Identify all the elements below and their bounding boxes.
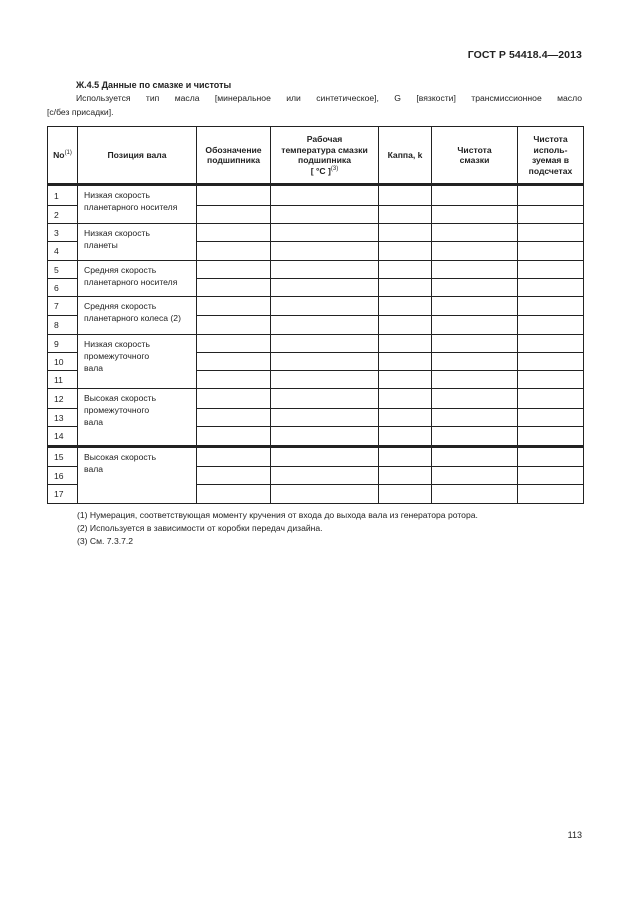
temperature-cell[interactable]: [271, 279, 379, 297]
purity-cell[interactable]: [432, 242, 518, 261]
shaft-position-line: Низкая скорость: [84, 228, 150, 238]
bearing-cell[interactable]: [197, 409, 271, 427]
shaft-position-line: Средняя скорость: [84, 265, 157, 275]
kappa-cell[interactable]: [379, 279, 432, 297]
temperature-cell[interactable]: [271, 409, 379, 427]
paragraph-line-1: Используется тип масла [минеральное или синтетическое], G [вязкости] трансмиссионное масло: [76, 93, 582, 103]
header-no: No$^{(1)}$: [48, 127, 78, 185]
shaft-position-line: Низкая скорость: [84, 339, 150, 349]
kappa-cell[interactable]: [379, 206, 432, 224]
temperature-cell[interactable]: [271, 335, 379, 353]
purity-used-cell[interactable]: [518, 485, 584, 504]
table-row: [48, 447, 584, 467]
row-number: 13: [48, 409, 78, 427]
purity-used-cell[interactable]: [518, 316, 584, 335]
paragraph-line-2: [с/без присадки].: [47, 107, 114, 117]
table-row: [48, 335, 584, 353]
purity-used-cell[interactable]: [518, 353, 584, 371]
kappa-cell[interactable]: [379, 353, 432, 371]
shaft-position-line: планетарного колеса (2): [84, 313, 181, 323]
purity-cell[interactable]: [432, 297, 518, 316]
kappa-cell[interactable]: [379, 316, 432, 335]
kappa-cell[interactable]: [379, 427, 432, 447]
temperature-cell[interactable]: [271, 261, 379, 279]
kappa-cell[interactable]: [379, 371, 432, 389]
shaft-position-line: вала: [84, 363, 104, 373]
purity-cell[interactable]: [432, 467, 518, 485]
header-purity: Чистота смазки: [432, 127, 518, 185]
shaft-position-line: промежуточного: [84, 405, 150, 415]
kappa-cell[interactable]: [379, 297, 432, 316]
purity-cell[interactable]: [432, 409, 518, 427]
bearing-cell[interactable]: [197, 371, 271, 389]
table-row: [48, 297, 584, 316]
purity-cell[interactable]: [432, 447, 518, 467]
kappa-cell[interactable]: [379, 185, 432, 206]
bearing-cell[interactable]: [197, 389, 271, 409]
shaft-position-cell: [78, 335, 197, 389]
page-number: 113: [567, 830, 582, 840]
table-body: [48, 185, 584, 504]
row-number: 17: [48, 485, 78, 504]
purity-used-cell[interactable]: [518, 447, 584, 467]
temperature-cell[interactable]: [271, 242, 379, 261]
row-number: 2: [48, 206, 78, 224]
bearing-cell[interactable]: [197, 242, 271, 261]
purity-used-cell[interactable]: [518, 335, 584, 353]
temperature-cell[interactable]: [271, 371, 379, 389]
purity-used-cell[interactable]: [518, 242, 584, 261]
section-title: Ж.4.5 Данные по смазке и чистоты: [76, 80, 232, 90]
purity-cell[interactable]: [432, 389, 518, 409]
temperature-cell[interactable]: [271, 297, 379, 316]
shaft-position-line: вала: [84, 417, 104, 427]
purity-used-cell[interactable]: [518, 261, 584, 279]
shaft-position-line: планеты: [84, 240, 118, 250]
kappa-cell[interactable]: [379, 485, 432, 504]
row-number: 11: [48, 371, 78, 389]
bearing-cell[interactable]: [197, 335, 271, 353]
row-number: 12: [48, 389, 78, 409]
purity-cell[interactable]: [432, 279, 518, 297]
bearing-cell[interactable]: [197, 353, 271, 371]
header-bearing: Обозначение подшипника: [197, 127, 271, 185]
header-position: Позиция вала: [78, 127, 197, 185]
row-number: 1: [48, 185, 78, 206]
purity-cell[interactable]: [432, 335, 518, 353]
footnote-3: (3) См. 7.3.7.2: [77, 536, 134, 546]
temperature-cell[interactable]: [271, 185, 379, 206]
shaft-position-line: вала: [84, 464, 104, 474]
temperature-cell[interactable]: [271, 485, 379, 504]
kappa-cell[interactable]: [379, 242, 432, 261]
purity-cell[interactable]: [432, 185, 518, 206]
shaft-position-line: Низкая скорость: [84, 190, 150, 200]
kappa-cell[interactable]: [379, 224, 432, 242]
temperature-cell[interactable]: [271, 427, 379, 447]
shaft-position-cell: [78, 185, 197, 224]
purity-cell[interactable]: [432, 427, 518, 447]
temperature-cell[interactable]: [271, 206, 379, 224]
header-kappa: Каппа, k: [379, 127, 432, 185]
row-number: 9: [48, 335, 78, 353]
purity-used-cell[interactable]: [518, 467, 584, 485]
bearing-cell[interactable]: [197, 485, 271, 504]
bearing-cell[interactable]: [197, 185, 271, 206]
shaft-position-cell: [78, 447, 197, 504]
row-number: 6: [48, 279, 78, 297]
header-temperature: Рабочая температура смазки подшипника [ °C ]$^{(3)}$: [271, 127, 379, 185]
shaft-position-cell: [78, 261, 197, 297]
purity-used-cell[interactable]: [518, 185, 584, 206]
shaft-position-cell: [78, 389, 197, 447]
shaft-position-line: Средняя скорость: [84, 301, 157, 311]
bearing-cell[interactable]: [197, 206, 271, 224]
bearing-cell[interactable]: [197, 297, 271, 316]
bearing-cell[interactable]: [197, 224, 271, 242]
section-paragraph: [47, 91, 582, 119]
purity-cell[interactable]: [432, 371, 518, 389]
kappa-cell[interactable]: [379, 447, 432, 467]
kappa-cell[interactable]: [379, 261, 432, 279]
bearing-cell[interactable]: [197, 279, 271, 297]
row-number: 14: [48, 427, 78, 447]
purity-used-cell[interactable]: [518, 427, 584, 447]
row-number: 3: [48, 224, 78, 242]
temperature-cell[interactable]: [271, 224, 379, 242]
table-row: [48, 261, 584, 279]
table-header-row: [48, 127, 584, 185]
purity-used-cell[interactable]: [518, 389, 584, 409]
footnote-1: (1) Нумерация, соответствующая моменту кручения от входа до выхода вала из генератора ротора.: [77, 510, 478, 520]
bearing-cell[interactable]: [197, 447, 271, 467]
purity-cell[interactable]: [432, 224, 518, 242]
lubrication-table: [47, 126, 584, 504]
shaft-position-cell: [78, 224, 197, 261]
purity-cell[interactable]: [432, 261, 518, 279]
bearing-cell[interactable]: [197, 261, 271, 279]
kappa-cell[interactable]: [379, 467, 432, 485]
bearing-cell[interactable]: [197, 427, 271, 447]
purity-used-cell[interactable]: [518, 409, 584, 427]
table-row: [48, 185, 584, 206]
row-number: 16: [48, 467, 78, 485]
temperature-cell[interactable]: [271, 316, 379, 335]
table-row: [48, 224, 584, 242]
table-row: [48, 389, 584, 409]
row-number: 5: [48, 261, 78, 279]
shaft-position-cell: [78, 297, 197, 335]
kappa-cell[interactable]: [379, 389, 432, 409]
document-id: ГОСТ Р 54418.4—2013: [467, 49, 582, 61]
shaft-position-line: Высокая скорость: [84, 393, 157, 403]
purity-cell[interactable]: [432, 353, 518, 371]
shaft-position-line: планетарного носителя: [84, 277, 178, 287]
temperature-cell[interactable]: [271, 467, 379, 485]
footnote-2: (2) Используется в зависимости от коробки передач дизайна.: [77, 523, 323, 533]
bearing-cell[interactable]: [197, 316, 271, 335]
shaft-position-line: планетарного носителя: [84, 202, 178, 212]
temperature-cell[interactable]: [271, 353, 379, 371]
header-purity-used: Чистота исполь- зуемая в подсчетах: [518, 127, 584, 185]
kappa-cell[interactable]: [379, 335, 432, 353]
purity-cell[interactable]: [432, 206, 518, 224]
purity-cell[interactable]: [432, 485, 518, 504]
temperature-cell[interactable]: [271, 447, 379, 467]
kappa-cell[interactable]: [379, 409, 432, 427]
temperature-cell[interactable]: [271, 389, 379, 409]
row-number: 8: [48, 316, 78, 335]
purity-used-cell[interactable]: [518, 297, 584, 316]
shaft-position-line: промежуточного: [84, 351, 150, 361]
purity-cell[interactable]: [432, 316, 518, 335]
bearing-cell[interactable]: [197, 467, 271, 485]
row-number: 10: [48, 353, 78, 371]
shaft-position-line: Высокая скорость: [84, 452, 157, 462]
purity-used-cell[interactable]: [518, 206, 584, 224]
row-number: 4: [48, 242, 78, 261]
purity-used-cell[interactable]: [518, 279, 584, 297]
row-number: 15: [48, 447, 78, 467]
row-number: 7: [48, 297, 78, 316]
purity-used-cell[interactable]: [518, 224, 584, 242]
purity-used-cell[interactable]: [518, 371, 584, 389]
